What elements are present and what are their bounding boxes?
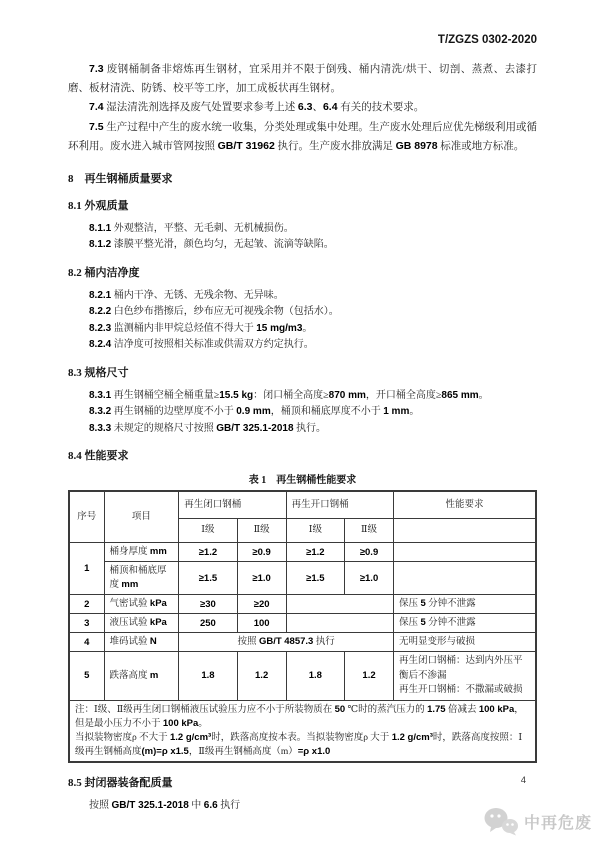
table-1-caption: 表 1 再生钢桶性能要求 [248, 475, 357, 486]
table-row-1b [69, 562, 536, 595]
cell-item: 跌落高度 m [104, 652, 179, 701]
col-header-closed-grade1: Ⅰ级 [179, 519, 237, 543]
empty-cell [394, 562, 536, 595]
table-row-3 [69, 614, 536, 633]
cell-value: ≥1.0 [237, 562, 286, 595]
cell-value: 1.8 [286, 652, 344, 701]
cell-method: 按照 GB/T 4857.3 执行 [179, 633, 394, 652]
cell-value: ≥0.9 [237, 543, 286, 562]
clause-8-2-4: 8.2.4 洁净度可按照相关标准或供需双方约定执行。 [89, 339, 314, 350]
table-row-1a [69, 543, 536, 562]
cell-seq: 5 [69, 652, 104, 701]
cell-value: ≥1.2 [179, 543, 237, 562]
col-header-open-drum: 再生开口钢桶 [286, 491, 393, 519]
clause-7-3: 7.3 废钢桶制备非熔炼再生钢材，宜采用并不限于倒残、桶内清洗/烘干、切剖、蒸煮、去漆打磨、板材清洗、防锈、校平等工序，加工成板状再生钢材。 [68, 63, 537, 94]
cell-value: ≥1.5 [286, 562, 344, 595]
cell-value: 250 [179, 614, 237, 633]
col-header-closed-drum: 再生闭口钢桶 [179, 491, 286, 519]
cell-value: ≥1.5 [179, 562, 237, 595]
clause-8-2-1: 8.2.1 桶内干净、无锈、无残余物、无异味。 [89, 289, 284, 301]
cell-value: 1.2 [345, 652, 394, 701]
empty-cell [286, 614, 393, 633]
table-header-row-1 [69, 491, 536, 519]
watermark-text: 中再危废 [523, 814, 592, 832]
cell-value: ≥30 [179, 595, 237, 614]
cell-value: ≥0.9 [345, 543, 394, 562]
table-row-4 [69, 633, 536, 652]
cell-item: 堆码试验 N [104, 633, 179, 652]
perf-open-drum: 再生开口钢桶：不撒漏或破损 [399, 685, 523, 695]
empty-cell [286, 595, 393, 614]
col-header-seq: 序号 [69, 491, 104, 543]
cell-performance: 保压 5 分钟不泄露 [394, 614, 536, 633]
cell-item: 气密试验 kPa [104, 595, 179, 614]
clause-8-3-1: 8.3.1 再生钢桶空桶全桶重量≥15.5 kg：闭口桶全高度≥870 mm，开口桶全高度≥865 mm。 [89, 389, 489, 401]
page-number: 4 [520, 775, 526, 786]
cell-seq: 1 [69, 543, 104, 595]
cell-value: ≥1.2 [286, 543, 344, 562]
clause-8-5-body: 按照 GB/T 325.1-2018 中 6.6 执行 [89, 799, 241, 811]
section-8-1-heading: 8.1 外观质量 [68, 199, 129, 212]
table-row-2 [69, 595, 536, 614]
table-note-row [69, 700, 536, 762]
wechat-logo-icon [483, 806, 519, 836]
note-line-2: 当拟装物密度ρ 不大于 1.2 g/cm³时，跌落高度按本表。当拟装物密度ρ 大于 1.2 g/cm³时，跌落高度按照：Ⅰ级再生钢桶高度(m)=ρ x1.5，Ⅱ级再生钢桶高度（m）=ρ x1.0 [75, 731, 523, 757]
section-8-heading: 8 再生钢桶质量要求 [68, 172, 173, 185]
empty-cell [394, 543, 536, 562]
cell-item: 桶身厚度 mm [104, 543, 179, 562]
col-header-item: 项目 [104, 491, 179, 543]
cell-seq: 2 [69, 595, 104, 614]
cell-value: ≥20 [237, 595, 286, 614]
clause-8-3-3: 8.3.3 未规定的规格尺寸按照 GB/T 325.1-2018 执行。 [89, 422, 327, 434]
cell-item: 液压试验 kPa [104, 614, 179, 633]
cell-seq: 3 [69, 614, 104, 633]
cell-performance: 保压 5 分钟不泄露 [394, 595, 536, 614]
clause-8-2-3: 8.2.3 监测桶内非甲烷总烃值不得大于 15 mg/m3。 [89, 322, 313, 334]
clause-8-2-2: 8.2.2 白色纱布揩擦后，纱布应无可视残余物（包括水）。 [89, 306, 339, 317]
cell-item: 桶顶和桶底厚度 mm [104, 562, 179, 595]
section-8-5-heading: 8.5 封闭器装备配质量 [68, 776, 173, 789]
performance-requirements-table [68, 490, 537, 763]
cell-value: 1.8 [179, 652, 237, 701]
col-header-performance: 性能要求 [394, 491, 536, 519]
cell-performance: 无明显变形与破损 [394, 633, 536, 652]
col-header-open-grade2: Ⅱ级 [345, 519, 394, 543]
table-row-5 [69, 652, 536, 701]
clause-7-5: 7.5 生产过程中产生的废水统一收集，分类处理或集中处理。生产废水处理后应优先梯级利用或循环利用。废水进入城市管网按照 GB/T 31962 执行。生产废水排放满足 GB 8978 标准或地方标准。 [68, 120, 537, 152]
cell-value: ≥1.0 [345, 562, 394, 595]
section-8-3-heading: 8.3 规格尺寸 [68, 366, 129, 379]
col-header-closed-grade2: Ⅱ级 [237, 519, 286, 543]
perf-closed-drum: 再生闭口钢桶：达到内外压平衡后不渗漏 [399, 656, 523, 681]
cell-performance [394, 652, 536, 701]
clause-7-4: 7.4 湿法清洗剂选择及废气处置要求参考上述 6.3、6.4 有关的技术要求。 [89, 101, 425, 113]
col-header-open-grade1: Ⅰ级 [286, 519, 344, 543]
clause-8-1-1: 8.1.1 外观整洁，平整、无毛刺、无机械损伤。 [89, 222, 294, 234]
doc-code: T/ZGZS 0302-2020 [437, 34, 537, 46]
clause-8-3-2: 8.3.2 再生钢桶的边壁厚度不小于 0.9 mm，桶顶和桶底厚度不小于 1 mm。 [89, 406, 420, 417]
watermark [483, 806, 592, 836]
note-line-1: 注：Ⅰ级、Ⅱ级再生闭口钢桶液压试验压力应不小于所装物质在 50 ℃时的蒸汽压力的 1.75 倍减去 100 kPa，但是最小压力不小于 100 kPa。 [75, 703, 524, 729]
cell-value: 100 [237, 614, 286, 633]
clause-8-1-2: 8.1.2 漆膜平整光滑，颜色均匀，无起皱、流滴等缺陷。 [89, 239, 334, 250]
empty-cell [394, 519, 536, 543]
section-8-2-heading: 8.2 桶内洁净度 [68, 266, 140, 279]
section-8-4-heading: 8.4 性能要求 [68, 450, 129, 462]
cell-seq: 4 [69, 633, 104, 652]
table-note [69, 700, 536, 762]
cell-value: 1.2 [237, 652, 286, 701]
